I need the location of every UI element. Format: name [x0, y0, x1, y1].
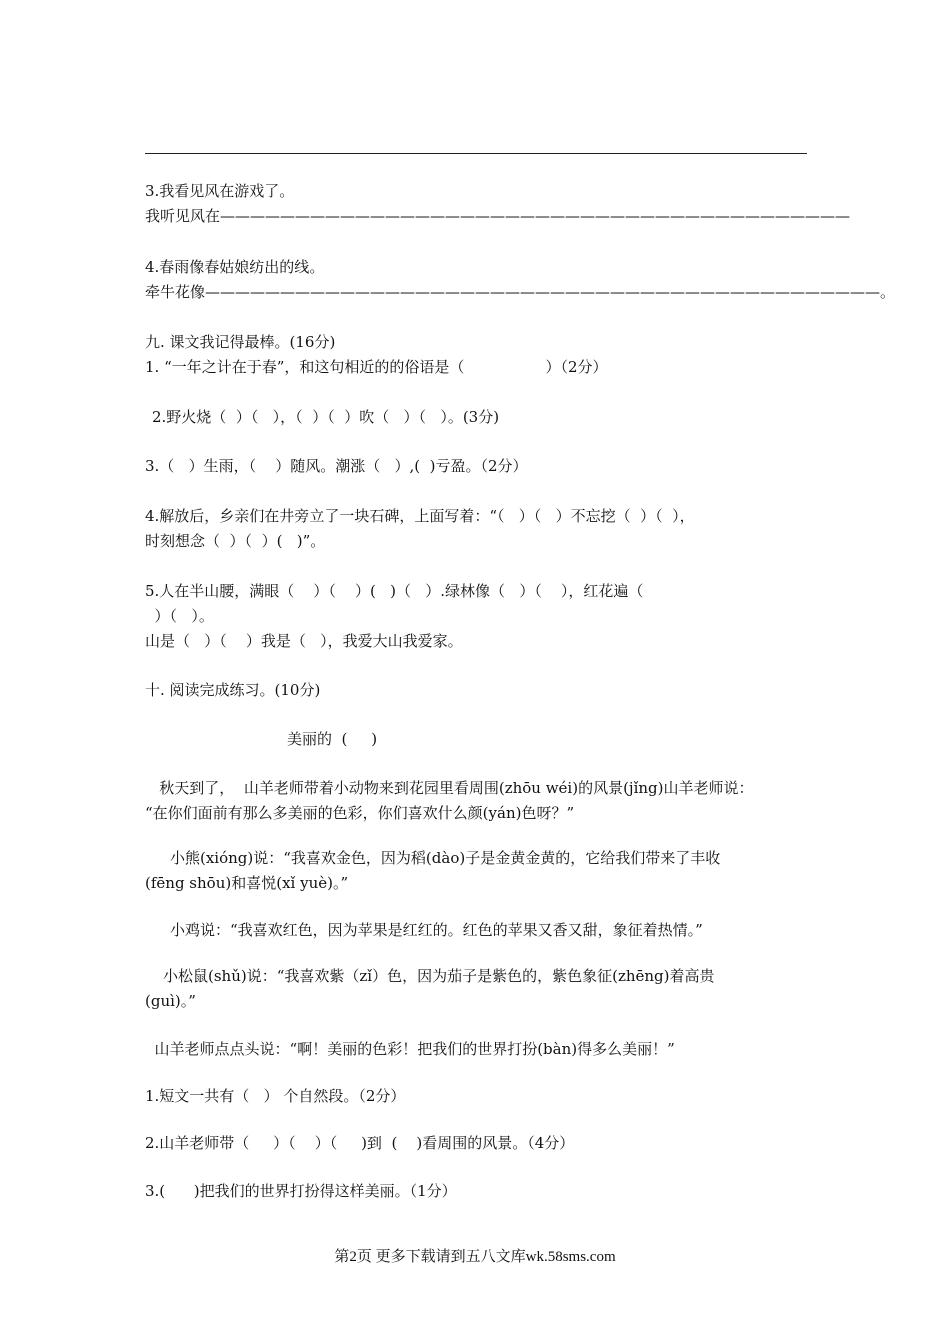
passage-p2-line1: 小熊(xióng)说：“我喜欢金色，因为稻(dào)子是金黄金黄的，它给我们带来了丰收: [170, 849, 721, 867]
page-footer: 第2页 更多下载请到五八文库wk.58sms.com: [334, 1249, 616, 1265]
passage-p4-line2: (guì)。”: [145, 992, 196, 1010]
answer-line: [145, 153, 807, 154]
passage-p2-line2: (fēng shōu)和喜悦(xǐ yuè)。”: [145, 874, 349, 892]
ex8-item3-answer: 我听见风在——————————————————————————————————————————: [145, 207, 851, 225]
ex8-item4-prompt: 4.春雨像春姑娘纺出的线。: [145, 258, 325, 276]
section9-q5-line2: ）（ ）。: [145, 607, 214, 625]
section9-heading: 九. 课文我记得最棒。(16分): [145, 333, 336, 351]
section9-q4-line1: 4.解放后，乡亲们在井旁立了一块石碑，上面写着：“（ ）（ ）不忘挖（ ）（ ），: [145, 507, 695, 525]
passage-title: 美丽的 ( ): [287, 730, 378, 748]
section10-q2: 2.山羊老师带（ ）（ ）（ )到 ( )看周围的风景。（4分）: [145, 1134, 575, 1152]
section9-q2: 2.野火烧（ ）（ ），（ ）（ ）吹（ ）（ ）。(3分): [152, 408, 500, 426]
section10-heading: 十. 阅读完成练习。(10分): [145, 681, 321, 699]
passage-p4-line1: 小松鼠(shǔ)说：“我喜欢紫（zǐ）色，因为茄子是紫色的，紫色象征(zhēng)着高贵: [163, 967, 715, 985]
passage-p1-line1: 秋天到了， 山羊老师带着小动物来到花园里看周围(zhōu wéi)的风景(jǐng)山羊老师说：: [145, 779, 754, 797]
section10-q1: 1.短文一共有（ ） 个自然段。（2分）: [145, 1087, 406, 1105]
passage-p5: 山羊老师点点头说：“啊！美丽的色彩！把我们的世界打扮(bàn)得多么美丽！”: [145, 1040, 675, 1058]
section9-q1: 1. “一年之计在于春”，和这句相近的的俗语是（ ）（2分）: [145, 358, 608, 376]
passage-p1-line2: “在你们面前有那么多美丽的色彩，你们喜欢什么颜(yán)色呀？”: [145, 804, 575, 822]
section9-q4-line2: 时刻想念（ ）（ ）( )”。: [145, 532, 326, 550]
section9-q3: 3.（ ）生雨，（ ）随风。潮涨（ ）,( )亏盈。（2分）: [145, 457, 528, 475]
ex8-item3-prompt: 3.我看见风在游戏了。: [145, 182, 295, 200]
section10-q3: 3.( )把我们的世界打扮得这样美丽。（1分）: [145, 1182, 457, 1200]
ex8-item4-answer: 牵牛花像—————————————————————————————————————————————。: [145, 283, 896, 301]
passage-p3: 小鸡说：“我喜欢红色，因为苹果是红红的。红色的苹果又香又甜，象征着热情。”: [170, 921, 703, 939]
section9-q5-line1: 5.人在半山腰，满眼（ ）（ ）( )（ ）.绿林像（ ）（ ），红花遍（: [145, 582, 644, 600]
section9-q5-line3: 山是（ ）（ ）我是（ ），我爱大山我爱家。: [145, 632, 463, 650]
